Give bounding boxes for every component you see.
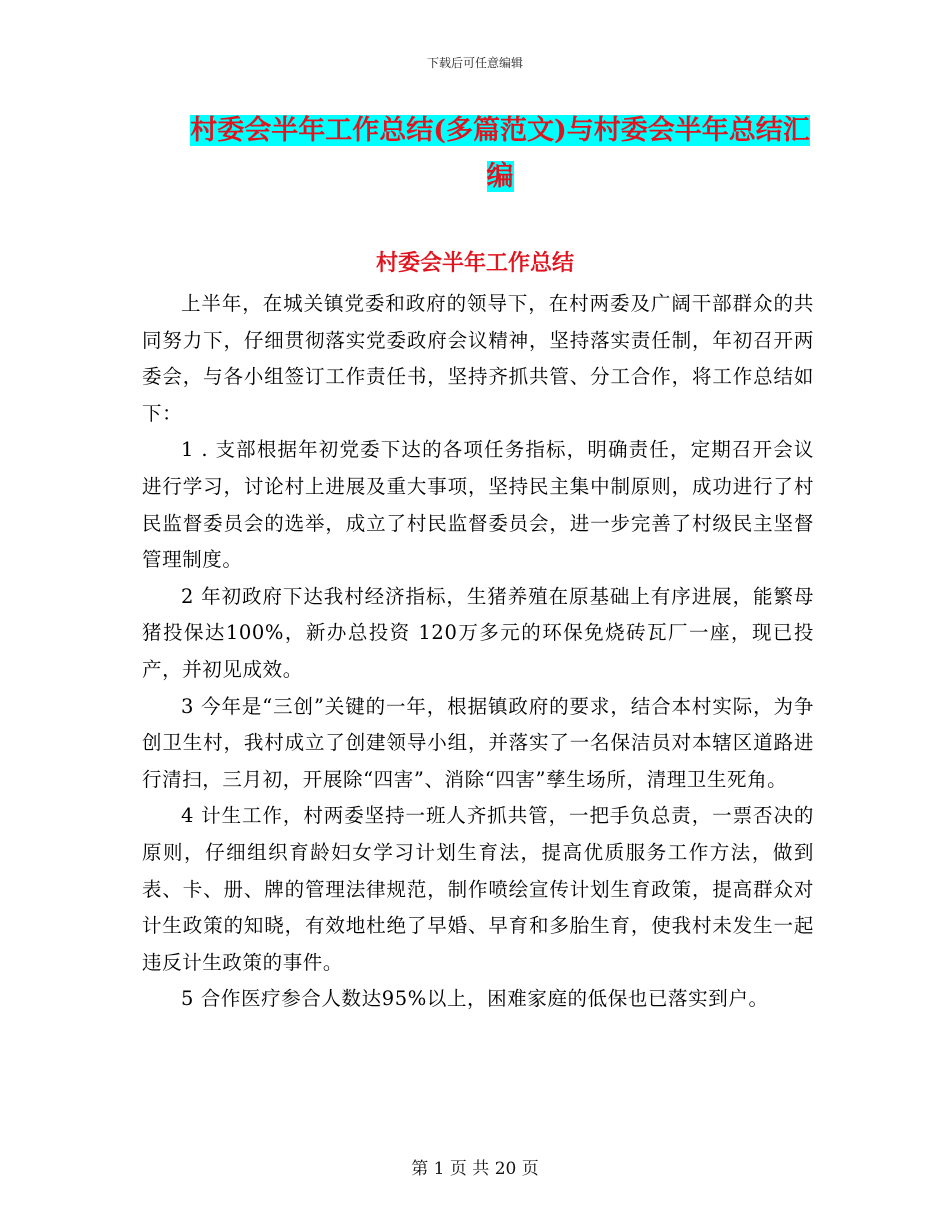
paragraph-item-1: 1 . 支部根据年初党委下达的各项任务指标，明确责任，定期召开会议进行学习，讨论村上进展及重大事项，坚持民主集中制原则，成功进行了村民监督委员会的选举，成立了村民监督委员会，进一步完善了村级民主坚督管理制度。	[142, 438, 814, 572]
document-title-text: 村委会半年工作总结(多篇范文)与村委会半年总结汇编	[190, 115, 810, 192]
page-header-note: 下载后可任意编辑	[426, 56, 523, 70]
page-number-footer: 第 1 页 共 20 页	[411, 1159, 539, 1179]
document-title	[190, 108, 810, 200]
paragraph-item-4: 4 计生工作，村两委坚持一班人齐抓共管，一把手负总责，一票否决的原则，仔细组织育龄妇女学习计划生育法，提高优质服务工作方法，做到表、卡、册、牌的管理法律规范，制作喷绘宣传计划生育政策，提高群众对计生政策的知晓，有效地杜绝了早婚、早育和多胎生育，使我村未发生一起违反计生政策的事件。	[142, 804, 814, 974]
document-body	[142, 286, 814, 1018]
paragraph-intro: 上半年，在城关镇党委和政府的领导下，在村两委及广阔干部群众的共同努力下，仔细贯彻落实党委政府会议精神，坚持落实责任制，年初召开两委会，与各小组签订工作责任书，坚持齐抓共管、分工合作，将工作总结如下：	[142, 292, 814, 425]
section-title: 村委会半年工作总结	[375, 250, 574, 276]
paragraph-item-2: 2 年初政府下达我村经济指标，生猪养殖在原基础上有序进展，能繁母猪投保达100%，新办总投资 120万多元的环保免烧砖瓦厂一座，现已投产，并初见成效。	[142, 584, 814, 681]
paragraph-item-3: 3 今年是“三创”关键的一年，根据镇政府的要求，结合本村实际，为争创卫生村，我村成立了创建领导小组，并落实了一名保洁员对本辖区道路进行清扫，三月初，开展除“四害”、消除“四害”孳生场所，清理卫生死角。	[142, 694, 814, 791]
paragraph-item-5: 5 合作医疗参合人数达95%以上，困难家庭的低保也已落实到户。	[181, 987, 769, 1011]
